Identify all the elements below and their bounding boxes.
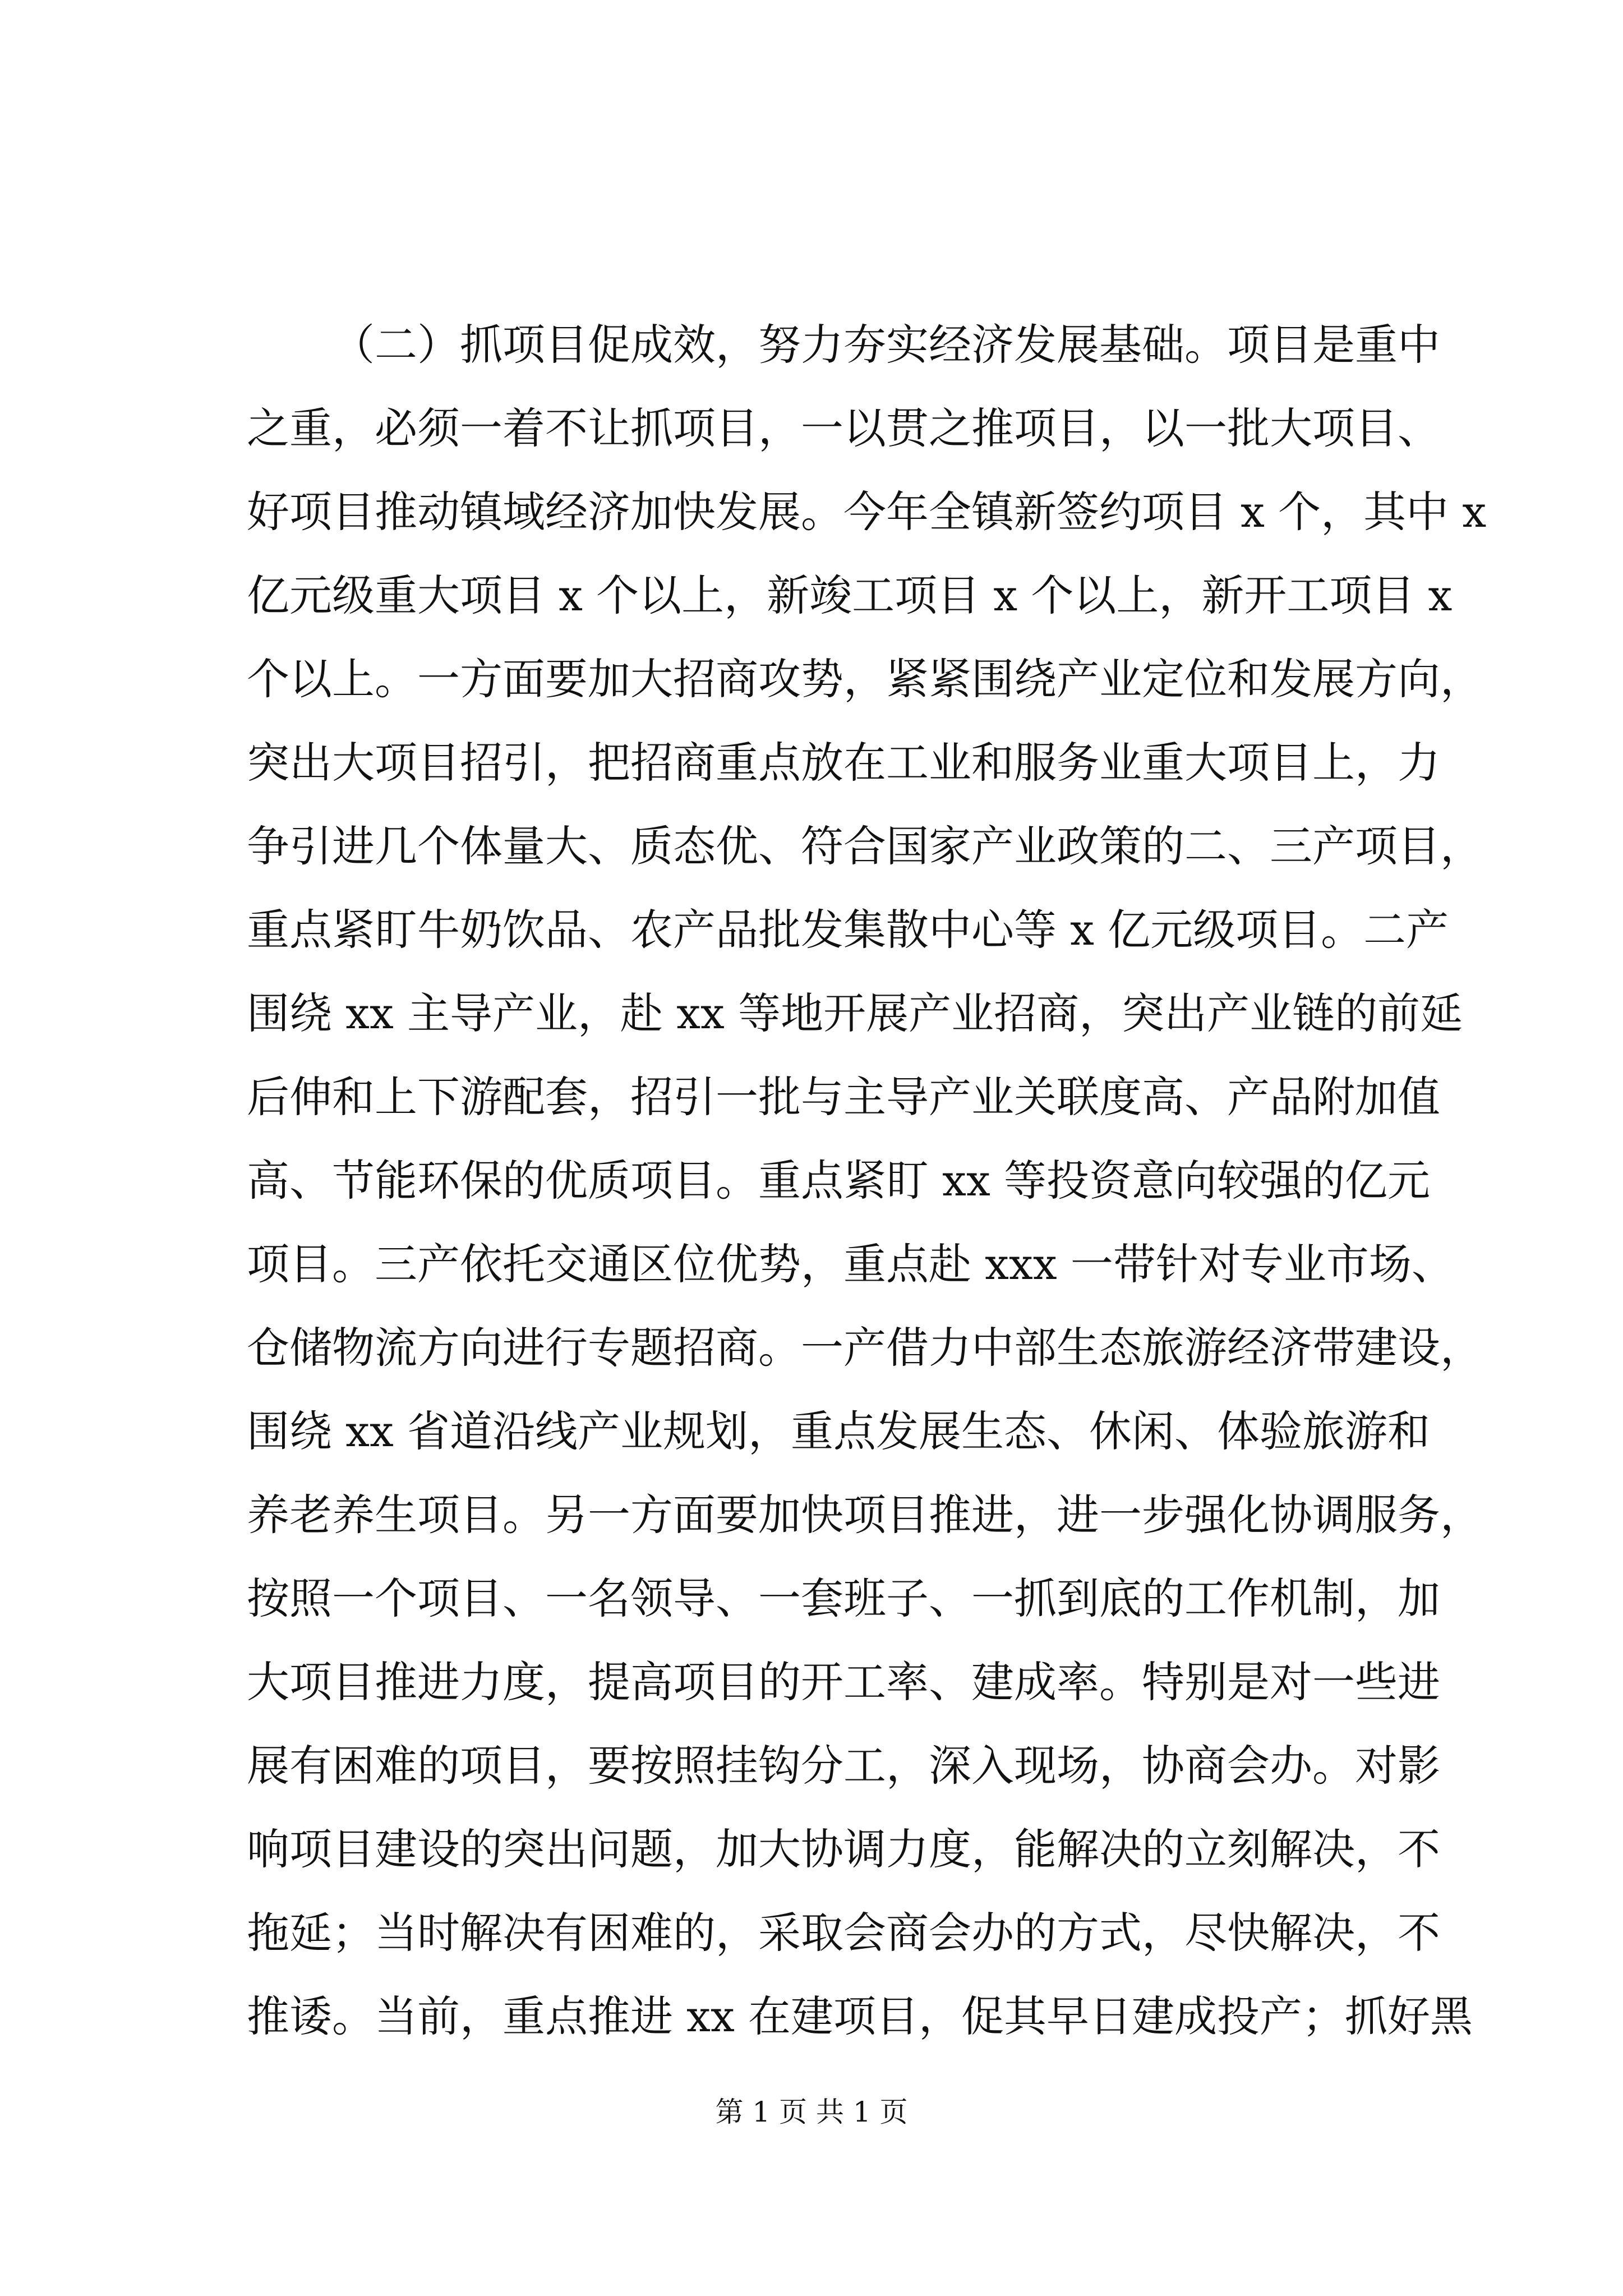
paragraph-line: 养老养生项目。另一方面要加快项目推进，进一步强化协调服务， — [247, 1490, 1483, 1540]
paragraph-line: 后伸和上下游配套，招引一批与主导产业关联度高、产品附加值 — [247, 1072, 1440, 1122]
paragraph-line: 个以上。一方面要加大招商攻势，紧紧围绕产业定位和发展方向， — [247, 654, 1483, 704]
paragraph-line: 好项目推动镇域经济加快发展。今年全镇新签约项目 x 个，其中 x — [247, 487, 1487, 537]
paragraph-line: 高、节能环保的优质项目。重点紧盯 xx 等投资意向较强的亿元 — [247, 1156, 1431, 1205]
paragraph-line: 围绕 xx 主导产业，赴 xx 等地开展产业招商，突出产业链的前延 — [247, 988, 1463, 1038]
paragraph-line: 展有困难的项目，要按照挂钩分工，深入现场，协商会办。对影 — [247, 1741, 1440, 1791]
paragraph-line: 响项目建设的突出问题，加大协调力度，能解决的立刻解决，不 — [247, 1824, 1440, 1874]
paragraph-line: 仓储物流方向进行专题招商。一产借力中部生态旅游经济带建设， — [247, 1323, 1483, 1373]
paragraph-line: 亿元级重大项目 x 个以上，新竣工项目 x 个以上，新开工项目 x — [247, 570, 1453, 620]
paragraph-line: 围绕 xx 省道沿线产业规划，重点发展生态、休闲、体验旅游和 — [247, 1406, 1431, 1456]
paragraph-line: 突出大项目招引，把招商重点放在工业和服务业重大项目上，力 — [247, 738, 1440, 788]
document-body — [247, 303, 1487, 2058]
paragraph-line: 重点紧盯牛奶饮品、农产品批发集散中心等 x 亿元级项目。二产 — [247, 905, 1449, 955]
paragraph-line: 拖延；当时解决有困难的，采取会商会办的方式，尽快解决，不 — [247, 1908, 1440, 1958]
paragraph-line: 推诿。当前，重点推进 xx 在建项目，促其早日建成投产；抓好黑 — [247, 1991, 1473, 2041]
paragraph-line: 争引进几个体量大、质态优、符合国家产业政策的二、三产项目， — [247, 821, 1483, 871]
paragraph-line: 之重，必须一着不让抓项目，一以贯之推项目，以一批大项目、 — [247, 403, 1440, 453]
paragraph-line: （二）抓项目促成效，努力夯实经济发展基础。项目是重中 — [332, 320, 1440, 370]
paragraph-line: 项目。三产依托交通区位优势，重点赴 xxx 一带针对专业市场、 — [247, 1239, 1454, 1289]
paragraph-line: 按照一个项目、一名领导、一套班子、一抓到底的工作机制，加 — [247, 1573, 1440, 1623]
paragraph-line: 大项目推进力度，提高项目的开工率、建成率。特别是对一些进 — [247, 1657, 1440, 1707]
page-footer: 第 1 页 共 1 页 — [715, 2096, 908, 2128]
